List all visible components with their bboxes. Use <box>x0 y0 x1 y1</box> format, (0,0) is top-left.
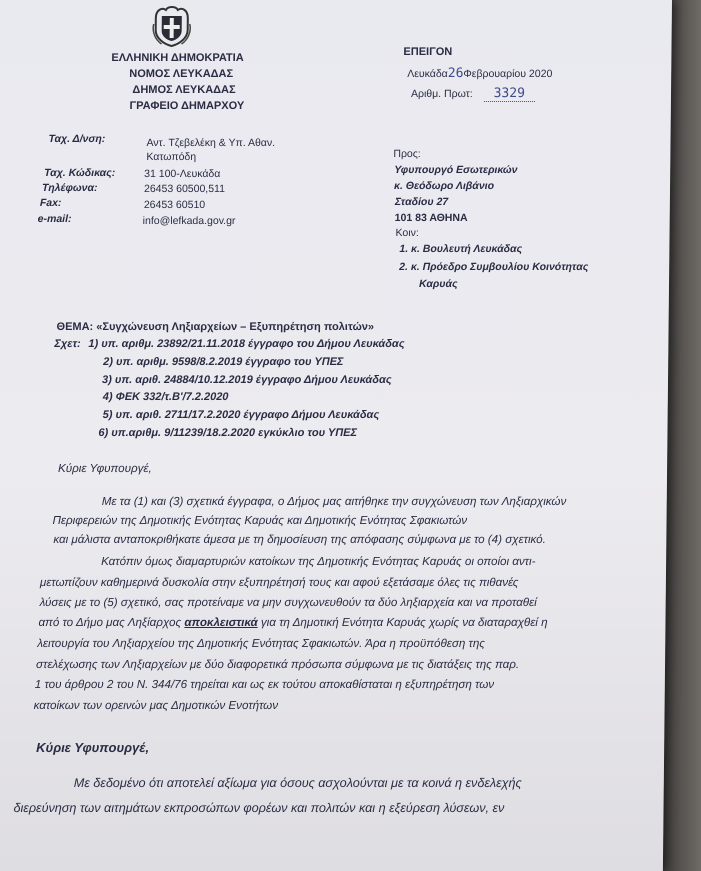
related-item-5: 5) υπ. αριθ. 2711/17.2.2020 έγγραφο Δήμου Λευκάδας <box>102 409 380 421</box>
paragraph-2-line-4-after: για τη Δημοτική Ενότητα Καρυάς χωρίς να διαταραχθεί η <box>257 616 548 629</box>
date-line <box>407 66 552 81</box>
paragraph-1-line-1: Με τα (1) και (3) σχετικά έγγραφα, ο Δήμος μας αιτήθηκε την συγχώνευση των Ληξιαρχικών <box>101 495 567 508</box>
recipient-title: Υφυπουργό Εσωτερικών <box>394 164 518 176</box>
protocol-line <box>411 86 535 101</box>
greek-coat-of-arms-icon <box>151 4 191 48</box>
postal-code-value: 31 100-Λευκάδα <box>144 168 221 180</box>
related-item-6: 6) υπ.αριθμ. 9/11239/18.2.2020 εγκύκλιο του ΥΠΕΣ <box>98 427 358 439</box>
municipality-heading: ΔΗΜΟΣ ΛΕΥΚΑΔΑΣ <box>132 84 236 96</box>
paragraph-2-line-5: λειτουργία του Ληξιαρχείου της Δημοτικής Ενότητας Σφακιωτών. Άρα η προϋπόθεση της <box>37 637 486 650</box>
recipient-street: Σταδίου 27 <box>394 196 449 208</box>
paragraph-2-line-8: κατοίκων των ορεινών μας Δημοτικών Ενοτήτων <box>33 699 279 712</box>
postal-code-label: Ταχ. Κώδικας: <box>44 167 116 179</box>
phone-label: Τηλέφωνα: <box>41 182 98 194</box>
to-label: Προς: <box>393 148 421 160</box>
fax-label: Fax: <box>39 197 62 209</box>
related-item-3: 3) υπ. αριθ. 24884/10.12.2019 έγγραφο Δήμου Λευκάδας <box>101 374 392 386</box>
phone-value: 26453 60500,511 <box>143 183 226 195</box>
urgent-label: ΕΠΕΙΓΟΝ <box>403 46 453 58</box>
protocol-label: Αριθμ. Πρωτ: <box>410 88 473 100</box>
paragraph-2-line-4-before: από το Δήμο μας Ληξίαρχος <box>38 616 185 629</box>
paragraph-2-line-6: στελέχωσης των Ληξιαρχείων με δύο διαφορετικά πρόσωπα σύμφωνα με τις διατάξεις της παρ. <box>35 658 520 671</box>
recipient-city: 101 83 ΑΘΗΝΑ <box>394 212 468 224</box>
address-value: Αντ. Τζεβελέκη & Υπ. Αθαν. <box>146 137 276 149</box>
cc-item-1: 1. κ. Βουλευτή Λευκάδας <box>399 243 523 255</box>
emphasis-exclusively: αποκλειστικά <box>184 616 258 629</box>
paragraph-2-line-2: μετωπίζουν καθημερινά δυσκολία στην εξυπηρέτησή τους και αφού εξετάσαμε όλες τις πιθανές <box>39 576 519 589</box>
cc-item-2b: Καρυάς <box>418 278 458 290</box>
office-heading: ΓΡΑΦΕΙΟ ΔΗΜΑΡΧΟΥ <box>129 100 245 112</box>
paragraph-2-line-7: 1 του άρθρου 2 του Ν. 344/76 τηρείται και ως εκ τούτου αποκαθίσταται η εξυπηρέτηση των <box>34 678 495 691</box>
date-place: Λευκάδα <box>407 68 448 80</box>
paragraph-1-line-3: και μάλιστα ανταποκριθήκατε άμεσα με τη δημοσίευση της απόφασης σύμφωνα με το (4) σχετικό. <box>53 533 546 546</box>
republic-heading: ΕΛΛΗΝΙΚΗ ΔΗΜΟΚΡΑΤΙΑ <box>111 52 244 64</box>
email-label: e-mail: <box>37 213 72 225</box>
paragraph-2-line-4 <box>38 616 547 629</box>
related-item-2: 2) υπ. αριθμ. 9598/8.2.2019 έγγραφο του ΥΠΕΣ <box>103 356 344 368</box>
cc-item-2: 2. κ. Πρόεδρο Συμβουλίου Κοινότητας <box>399 261 589 273</box>
paragraph-2-line-1: Κατόπιν όμως διαμαρτυριών κατοίκων της Δημοτικής Ενότητας Καρυάς οι οποίοι αντι- <box>101 555 536 568</box>
address-label: Ταχ. Δ/νση: <box>48 133 106 145</box>
paragraph-2-line-3: λύσεις με το (5) σχετικό, σας προτείναμε να μην συγχωνευθούν τα δύο ληξιαρχεία και να προταθεί <box>39 596 537 609</box>
date-month-year: Φεβρουαρίου 2020 <box>463 68 553 80</box>
paragraph-3-line-2: διερεύνηση των αιτημάτων εκπροσώπων φορέων και πολιτών και η εξεύρεση λύσεων, εν <box>13 801 505 815</box>
cc-label: Κοιν: <box>395 227 419 239</box>
greeting-1: Κύριε Υφυπουργέ, <box>58 462 152 475</box>
paragraph-3-line-1: Με δεδομένο ότι αποτελεί αξίωμα για όσους ασχολούνται με τα κοινά η ενδελεχής <box>73 776 522 790</box>
fax-value: 26453 60510 <box>143 199 206 211</box>
subject-line: ΘΕΜΑ: «Συγχώνευση Ληξιαρχείων – Εξυπηρέτηση πολιτών» <box>56 321 375 333</box>
related-item-1: 1) υπ. αριθμ. 23892/21.11.2018 έγγραφο του Δήμου Λευκάδας <box>88 338 405 350</box>
greeting-2: Κύριε Υφυπουργέ, <box>36 740 150 755</box>
date-day-handwritten: 26 <box>447 66 464 81</box>
paragraph-1-line-2: Περιφερειών της Δημοτικής Ενότητας Καρυάς και Δημοτικής Ενότητας Σφακιωτών <box>52 514 468 527</box>
recipient-name: κ. Θεόδωρο Λιβάνιο <box>393 180 495 192</box>
address-value-2: Κατωπόδη <box>146 151 197 163</box>
protocol-number-handwritten: 3329 <box>484 86 535 102</box>
related-item-4: 4) ΦΕΚ 332/τ.Β'/7.2.2020 <box>102 391 229 403</box>
related-label: Σχετ: <box>54 338 81 350</box>
email-value: info@lefkada.gov.gr <box>142 215 236 227</box>
prefecture-heading: ΝΟΜΟΣ ΛΕΥΚΑΔΑΣ <box>129 68 234 80</box>
